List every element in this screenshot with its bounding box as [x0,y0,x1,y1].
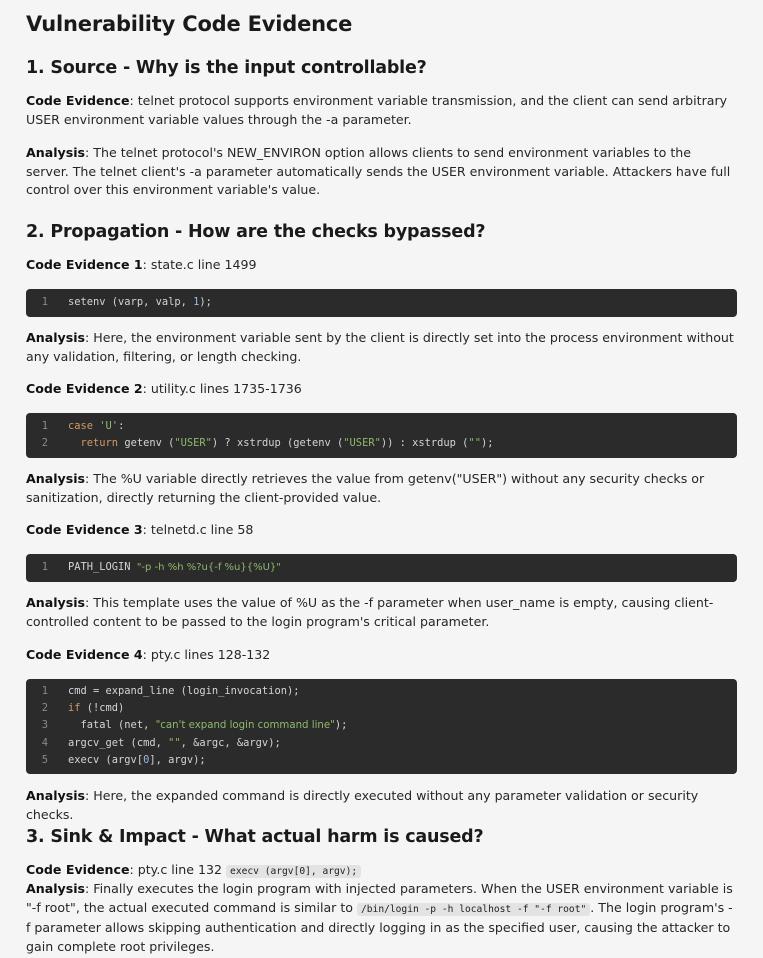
evidence-label: Code Evidence 2 [26,381,143,396]
code-text [48,700,124,717]
code-token: "" [168,736,181,749]
evidence-label: Code Evidence [26,93,130,108]
code-evidence-2 [26,380,737,399]
code-token: "-p -h %h %?u{-f %u}{%U}" [136,562,281,573]
code-evidence-4 [26,646,737,665]
code-token: execv (argv[ [68,753,144,766]
code-line [26,717,737,734]
evidence-text: : pty.c line 132 [129,862,227,877]
evidence-text: : pty.c lines 128-132 [142,647,271,662]
section-3-evidence [26,861,737,882]
analysis-text: : Finally executes the login program with injected parameters. When the USER environment variable is "-f root", the actual executed command is similar to [26,881,733,915]
code-block-1 [26,289,737,317]
code-token: fatal (net, [68,719,156,732]
analysis-3 [26,594,737,631]
evidence-text: : utility.c lines 1735-1736 [142,381,302,396]
code-block-4 [26,679,737,774]
line-number: 1 [41,296,48,308]
code-token: ); [334,719,348,732]
code-token: 0 [143,753,150,766]
code-token: "USER" [343,437,381,450]
line-number: 2 [41,702,48,715]
code-token: "" [468,437,481,450]
code-text [48,717,347,734]
section-2-heading: 2. Propagation - How are the checks bypassed? [26,222,486,242]
line-number: 1 [41,420,48,432]
analysis-text: . The login program's -f parameter allows skipping authentication and directly logging in as the specified user, causing the attacker to gain complete root privileges. [26,899,733,954]
code-token: ); [199,296,212,308]
section-1-heading: 1. Source - Why is the input controllable? [26,58,427,78]
analysis-text: : Here, the environment variable sent by the client is directly set into the process environment without any validation, filtering, or length checking. [26,330,734,364]
analysis-4 [26,787,737,824]
code-line [26,435,737,452]
code-block-2 [26,413,737,458]
code-token: 1 [193,296,200,308]
analysis-text: : The telnet protocol's NEW_ENVIRON option allows clients to send environment variables to the server. The telnet client's -a parameter automatically sends the USER environment variable. Attackers have full control over this environment variable's value. [26,145,731,197]
code-text [48,294,212,311]
code-line [26,418,737,435]
code-token: (!cmd) [80,702,125,715]
inline-code: execv (argv[0], argv); [226,865,361,878]
code-line [26,294,737,311]
analysis-text: : This template uses the value of %U as the -f parameter when user_name is empty, causing client-controlled content to be passed to the login program's critical parameter. [26,595,714,629]
code-token: , &argc, &argv); [180,736,281,749]
code-line [26,752,737,769]
evidence-text: : telnet protocol supports environment variable transmission, and the client can send arbitrary USER environment variable values through the -a parameter. [26,93,728,127]
code-block-3 [26,554,737,582]
code-text [48,559,281,576]
code-line [26,735,737,752]
section-3-analysis [26,880,737,956]
analysis-label: Analysis [26,330,86,345]
code-token: argcv_get (cmd, [68,736,169,749]
analysis-label: Analysis [26,145,86,160]
code-token: ); [480,437,494,450]
analysis-1 [26,329,737,366]
code-text [48,735,281,752]
line-number: 5 [41,753,48,766]
code-text [48,418,124,435]
code-token: "USER" [174,437,212,450]
code-token: return [80,437,119,450]
line-number: 1 [41,561,48,573]
code-text [48,435,493,452]
code-token: getenv ( [118,437,175,450]
line-number: 1 [41,685,48,697]
analysis-label: Analysis [26,881,86,896]
inline-code: /bin/login -p -h localhost -f "-f root" [357,903,590,916]
code-token: )) : xstrdup ( [380,437,469,450]
code-token: : [118,420,125,432]
code-token: case [68,420,94,432]
section-3-heading: 3. Sink & Impact - What actual harm is caused? [26,827,484,847]
evidence-label: Code Evidence [26,862,130,877]
code-line [26,559,737,576]
section-1-evidence [26,92,737,129]
analysis-2 [26,470,737,507]
evidence-text: : state.c line 1499 [142,257,257,272]
page-title: Vulnerability Code Evidence [26,12,353,36]
code-text [48,752,206,769]
code-evidence-3 [26,521,737,540]
line-number: 3 [41,719,48,732]
code-token: ], argv); [149,753,206,766]
code-token: setenv (varp, valp, [68,296,194,308]
section-1-analysis [26,144,737,200]
code-line [26,700,737,717]
analysis-label: Analysis [26,471,86,486]
code-text: cmd = expand_line (login_invocation); [68,685,300,697]
code-line [26,683,737,700]
code-token: 'U' [93,420,119,432]
evidence-text: : telnetd.c line 58 [142,522,254,537]
code-token: "can't expand login command line" [155,720,335,732]
analysis-text: : Here, the expanded command is directly executed without any parameter validation or security checks. [26,788,699,822]
evidence-label: Code Evidence 1 [26,257,143,272]
analysis-label: Analysis [26,595,86,610]
code-evidence-1 [26,256,737,275]
code-token: ) ? xstrdup (getenv ( [211,437,344,450]
line-number: 4 [41,736,48,749]
evidence-label: Code Evidence 4 [26,647,143,662]
code-token: PATH_LOGIN [68,561,137,573]
analysis-label: Analysis [26,788,86,803]
evidence-label: Code Evidence 3 [26,522,143,537]
code-token: if [68,702,81,715]
analysis-text: : The %U variable directly retrieves the value from getenv("USER") without any security checks or sanitization, directly returning the client-provided value. [26,471,705,505]
line-number: 2 [41,437,48,450]
